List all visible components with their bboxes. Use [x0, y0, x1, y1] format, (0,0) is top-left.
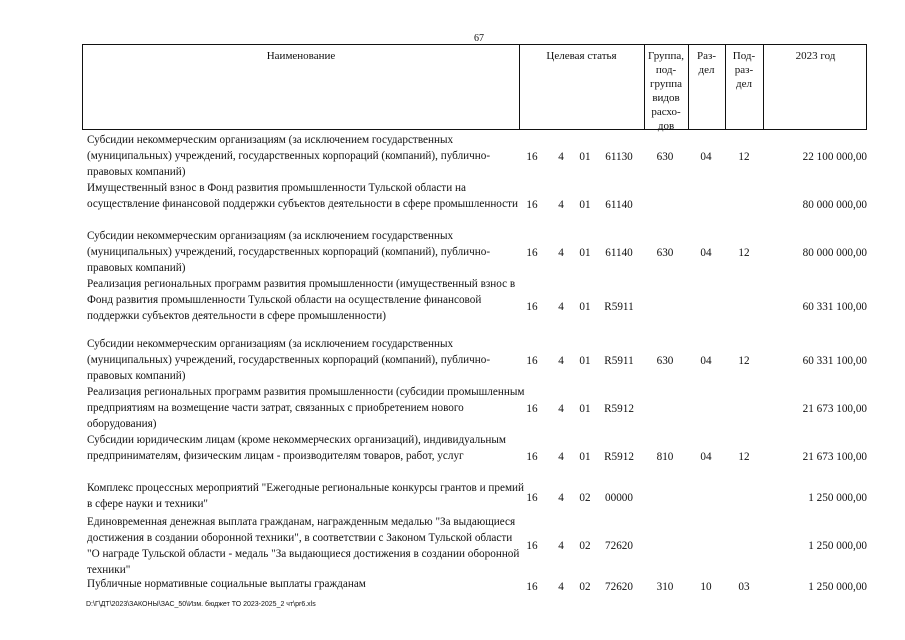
- table-header: [82, 44, 867, 130]
- subsection-code: 12: [738, 451, 750, 463]
- target-code-1: 16: [526, 403, 538, 415]
- table-row: [82, 574, 867, 594]
- target-code-4: R5911: [604, 301, 634, 313]
- target-code-2: 4: [558, 301, 564, 313]
- file-path-footer: D:\Г\ДТ\2023\ЗАКОНЫ\ЗАС_50\Изм. бюджет ТО 2023-2025_2 чт\pr6.xls: [86, 601, 316, 608]
- amount-2023: 80 000 000,00: [802, 247, 867, 259]
- row-name: Комплекс процессных мероприятий "Ежегодные региональные конкурсы грантов и премий в сфере науки и техники": [87, 482, 524, 510]
- amount-2023: 21 673 100,00: [802, 403, 867, 415]
- section-code: 04: [700, 355, 712, 367]
- page-number: 67: [474, 33, 484, 44]
- target-code-1: 16: [526, 151, 538, 163]
- header-name: Наименование: [266, 50, 336, 62]
- target-code-4: R5912: [604, 403, 634, 415]
- amount-2023: 60 331 100,00: [802, 355, 867, 367]
- expense-group: 810: [656, 451, 674, 463]
- target-code-2: 4: [558, 403, 564, 415]
- target-code-1: 16: [526, 355, 538, 367]
- header-section: Раз- дел: [696, 50, 716, 76]
- target-code-4: R5912: [604, 451, 634, 463]
- table-row: [82, 130, 867, 178]
- expense-group: 630: [656, 151, 674, 163]
- table-row: [82, 512, 867, 574]
- target-code-4: 61140: [605, 199, 633, 211]
- subsection-code: 12: [738, 247, 750, 259]
- row-name: Реализация региональных программ развития промышленности (субсидии промышленным предприятиям на возмещение части затрат, связанных с приобретением нового оборудования): [87, 386, 525, 430]
- expense-group: 630: [656, 247, 674, 259]
- target-code-3: 02: [579, 540, 591, 552]
- amount-2023: 80 000 000,00: [802, 199, 867, 211]
- amount-2023: 1 250 000,00: [808, 540, 867, 552]
- target-code-2: 4: [558, 151, 564, 163]
- target-code-4: 61140: [605, 247, 633, 259]
- header-target: Целевая статья: [546, 50, 617, 62]
- table-row: [82, 334, 867, 382]
- table-body: [82, 130, 867, 594]
- target-code-4: 61130: [605, 151, 633, 163]
- target-code-1: 16: [526, 581, 538, 593]
- row-name: Единовременная денежная выплата гражданам, награжденным медалью "За выдающиеся достижения в создании оборонной техники", в соответствии с Законом Тульской области "О награде Тульской области - медаль "За выдающиеся достижения в создании оборонной техники": [87, 516, 520, 576]
- target-code-3: 01: [579, 199, 591, 211]
- section-code: 10: [700, 581, 712, 593]
- row-name: Субсидии юридическим лицам (кроме некоммерческих организаций), индивидуальным предпринимателям, физическим лицам - производителям товаров, работ, услуг: [87, 434, 506, 462]
- target-code-2: 4: [558, 355, 564, 367]
- header-subsection: Под- раз- дел: [732, 50, 756, 90]
- target-code-2: 4: [558, 451, 564, 463]
- target-code-4: 00000: [605, 492, 633, 504]
- target-code-1: 16: [526, 492, 538, 504]
- expense-group: 310: [656, 581, 674, 593]
- row-name: Субсидии некоммерческим организациям (за исключением государственных (муниципальных) учреждений, государственных корпораций (компаний), публично-правовых компаний): [87, 134, 491, 178]
- target-code-2: 4: [558, 199, 564, 211]
- table-row: [82, 382, 867, 430]
- subsection-code: 03: [738, 581, 750, 593]
- expense-group: 630: [656, 355, 674, 367]
- target-code-2: 4: [558, 492, 564, 504]
- amount-2023: 1 250 000,00: [808, 492, 867, 504]
- target-code-4: R5911: [604, 355, 634, 367]
- table-row: [82, 478, 867, 512]
- table-row: [82, 178, 867, 226]
- target-code-3: 01: [579, 301, 591, 313]
- section-code: 04: [700, 151, 712, 163]
- row-name: Реализация региональных программ развития промышленности (имущественный взнос в Фонд развития промышленности Тульской области на осуществление финансовой поддержки субъектов деятельности в сфере промышленности): [87, 278, 516, 322]
- row-name: Субсидии некоммерческим организациям (за исключением государственных (муниципальных) учреждений, государственных корпораций (компаний), публично-правовых компаний): [87, 230, 491, 274]
- subsection-code: 12: [738, 151, 750, 163]
- header-year: 2023 год: [795, 50, 836, 62]
- target-code-4: 72620: [605, 581, 633, 593]
- subsection-code: 12: [738, 355, 750, 367]
- target-code-1: 16: [526, 301, 538, 313]
- row-name: Имущественный взнос в Фонд развития промышленности Тульской области на осуществление финансовой поддержки субъектов деятельности в сфере промышленности: [87, 182, 519, 210]
- row-name: Публичные нормативные социальные выплаты гражданам: [87, 578, 366, 590]
- target-code-2: 4: [558, 247, 564, 259]
- table-row: [82, 430, 867, 478]
- section-code: 04: [700, 247, 712, 259]
- amount-2023: 1 250 000,00: [808, 581, 867, 593]
- table-row: [82, 274, 867, 334]
- target-code-3: 01: [579, 403, 591, 415]
- target-code-3: 02: [579, 581, 591, 593]
- target-code-1: 16: [526, 199, 538, 211]
- target-code-3: 02: [579, 492, 591, 504]
- amount-2023: 60 331 100,00: [802, 301, 867, 313]
- amount-2023: 22 100 000,00: [802, 151, 867, 163]
- target-code-2: 4: [558, 581, 564, 593]
- target-code-3: 01: [579, 247, 591, 259]
- target-code-1: 16: [526, 247, 538, 259]
- target-code-3: 01: [579, 355, 591, 367]
- target-code-3: 01: [579, 151, 591, 163]
- target-code-4: 72620: [605, 540, 633, 552]
- target-code-1: 16: [526, 540, 538, 552]
- amount-2023: 21 673 100,00: [802, 451, 867, 463]
- section-code: 04: [700, 451, 712, 463]
- header-group: Группа, под- группа видов расхо- дов: [648, 50, 684, 132]
- target-code-1: 16: [526, 451, 538, 463]
- table-row: [82, 226, 867, 274]
- row-name: Субсидии некоммерческим организациям (за исключением государственных (муниципальных) учреждений, государственных корпораций (компаний), публично-правовых компаний): [87, 338, 491, 382]
- target-code-2: 4: [558, 540, 564, 552]
- target-code-3: 01: [579, 451, 591, 463]
